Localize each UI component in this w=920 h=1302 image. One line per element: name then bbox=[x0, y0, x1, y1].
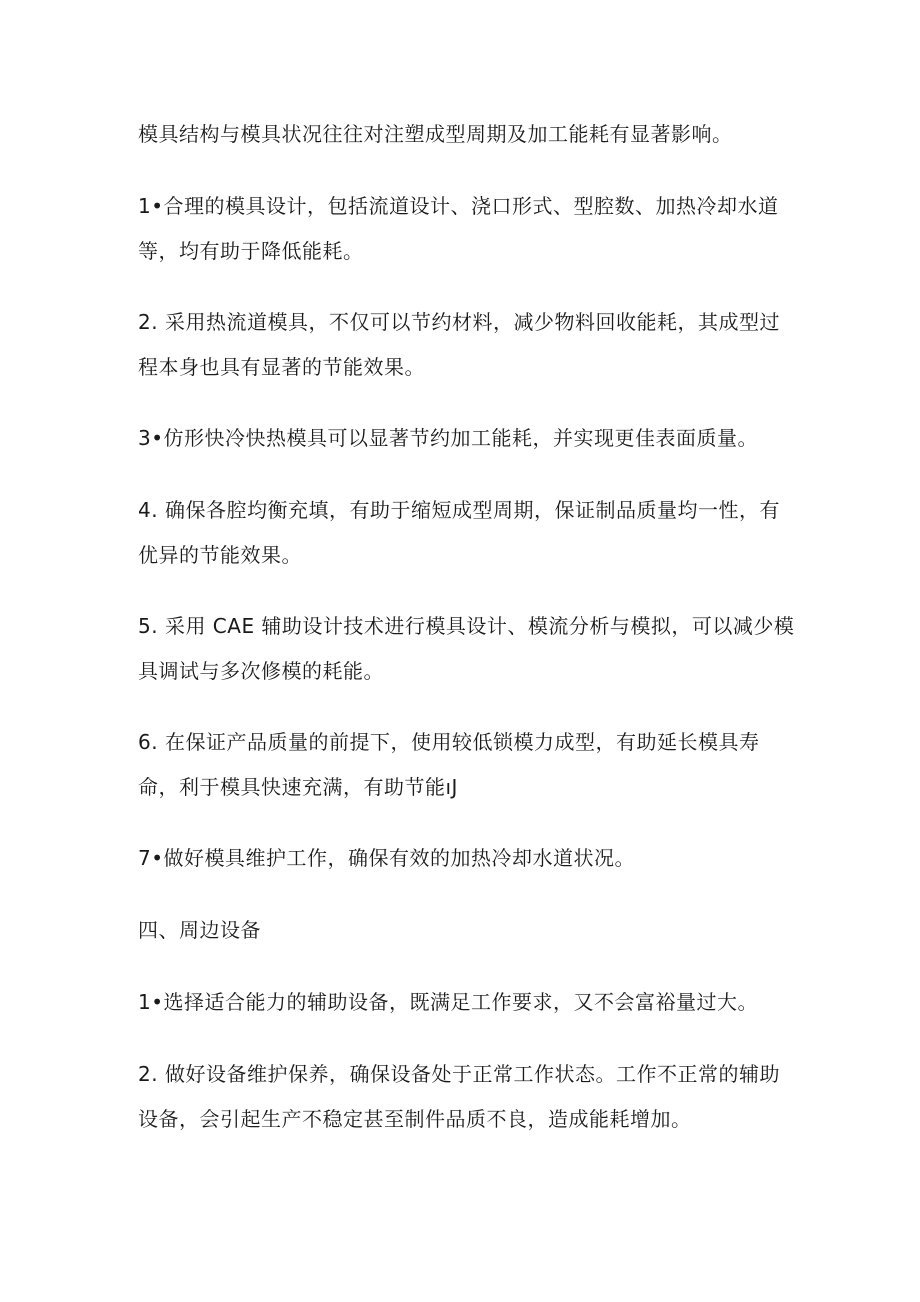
mold-item-5: 5. 采用 CAE 辅助设计技术进行模具设计、模流分析与模拟，可以减少模具调试与多次修模的耗能。 bbox=[138, 614, 795, 683]
mold-item-2: 2. 采用热流道模具，不仅可以节约材料，减少物料回收能耗，其成型过程本身也具有显著的节能效果。 bbox=[138, 310, 780, 379]
equipment-item-2: 2. 做好设备维护保养，确保设备处于正常工作状态。工作不正常的辅助设备，会引起生产不稳定甚至制件品质不良，造成能耗增加。 bbox=[138, 1062, 780, 1131]
mold-item-7: 7•做好模具维护工作，确保有效的加热冷却水道状况。 bbox=[138, 846, 636, 870]
mold-item-3: 3•仿形快冷快热模具可以显著节约加工能耗，并实现更佳表面质量。 bbox=[138, 426, 759, 450]
equipment-item-1: 1•选择适合能力的辅助设备，既满足工作要求，又不会富裕量过大。 bbox=[138, 990, 759, 1014]
mold-item-4: 4. 确保各腔均衡充填，有助于缩短成型周期，保证制品质量均一性，有优异的节能效果。 bbox=[138, 498, 780, 567]
mold-item-1: 1•合理的模具设计，包括流道设计、浇口形式、型腔数、加热冷却水道等，均有助于降低能耗。 bbox=[138, 194, 779, 263]
intro-paragraph: 模具结构与模具状况往往对注塑成型周期及加工能耗有显著影响。 bbox=[138, 122, 733, 146]
section-heading-peripheral-equipment: 四、周边设备 bbox=[138, 918, 261, 942]
mold-item-6: 6. 在保证产品质量的前提下，使用较低锁模力成型，有助延长模具寿命，利于模具快速充满，有助节能ıJ bbox=[138, 730, 760, 799]
